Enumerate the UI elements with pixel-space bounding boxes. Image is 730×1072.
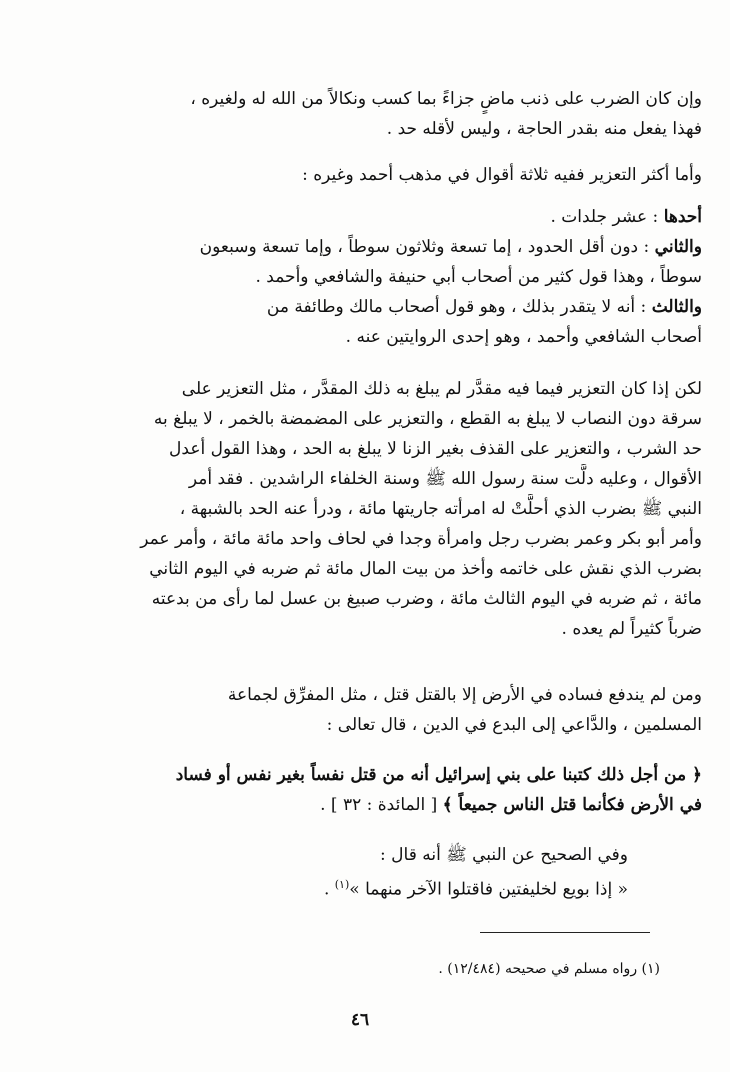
opinion-2-text-1: : دون أقل الحدود ، إما تسعة وثلاثون سوطاً ، وإما تسعة وسبعون — [199, 237, 650, 257]
opinion-2-line-2: سوطاً ، وهذا قول كثير من أصحاب أبي حنيفة والشافعي وأحمد . — [255, 267, 702, 287]
footnote-divider — [480, 932, 650, 933]
footnote-marker: (١) — [334, 878, 350, 891]
opinion-2-line-1 — [82, 232, 702, 262]
paragraph-3-line-3: حد الشرب ، والتعزير على القذف بغير الزنا لا يبلغ به الحد ، وهذا القول أعدل — [169, 439, 702, 459]
paragraph-3-line-2: سرقة دون النصاب لا يبلغ به القطع ، والتعزير على المضمضة بالخمر ، لا يبلغ به — [153, 409, 702, 429]
hadith-tail: . — [323, 879, 335, 900]
paragraph-3-line-5: النبي ﷺ بضرب الذي أحلَّتْ له امرأته جاريتها مائة ، ودرأ عنه الحد بالشبهة ، — [179, 499, 702, 519]
paragraph-3-line-6: وأمر أبو بكر وعمر بضرب رجل وامرأة وجدا في لحاف واحد مائة مائة ، وأمر عمر — [140, 529, 702, 549]
opinion-3-label: والثالث — [651, 297, 702, 317]
hadith-block — [82, 840, 702, 900]
paragraph-3-line-1: لكن إذا كان التعزير فيما فيه مقدَّر لم يبلغ به ذلك المقدَّر ، مثل التعزير على — [181, 379, 702, 399]
hadith-text: « إذا بويع لخليفتين فاقتلوا الآخر منهما » — [349, 879, 628, 900]
paragraph-4-line-1: ومن لم يندفع فساده في الأرض إلا بالقتل قتل ، مثل المفرِّق لجماعة — [227, 685, 702, 705]
hadith-text-line — [82, 870, 702, 900]
paragraph-1-line-2: فهذا يفعل منه بقدر الحاجة ، وليس لأقله حد . — [386, 119, 702, 139]
quran-verse-line-2 — [82, 790, 702, 820]
quran-verse-text-2: في الأرض فكأنما قتل الناس جميعاً ﴾ — [442, 795, 702, 815]
footnote: (١) رواه مسلم في صحيحه (١٢/٤٨٤) . — [438, 961, 660, 977]
quran-reference: [ المائدة : ٣٢ ] . — [320, 795, 438, 815]
paragraph-3-line-4: الأقوال ، وعليه دلَّت سنة رسول الله ﷺ وسنة الخلفاء الراشدين . فقد أمر — [188, 469, 702, 489]
opinion-1 — [82, 202, 702, 232]
opinion-1-label: أحدها — [663, 207, 702, 227]
paragraph-3-line-9: ضرباً كثيراً لم يعده . — [561, 619, 702, 639]
paragraph-1-line-1: وإن كان الضرب على ذنب ماضٍ جزاءً بما كسب ونكالاً من الله له ولغيره ، — [190, 89, 702, 109]
paragraph-4-line-2: المسلمين ، والدَّاعي إلى البدع في الدين ، قال تعالى : — [326, 715, 702, 735]
paragraph-3 — [82, 374, 702, 644]
paragraph-4 — [82, 680, 702, 740]
quran-verse-line-1: ﴿ من أجل ذلك كتبنا على بني إسرائيل أنه من قتل نفساً بغير نفس أو فساد — [175, 765, 702, 785]
opinions-list — [82, 202, 702, 352]
quran-verse — [82, 760, 702, 820]
opinion-3-text-1: : أنه لا يتقدر بذلك ، وهو قول أصحاب مالك وطائفة من — [266, 297, 647, 317]
opinion-3-line-1 — [82, 292, 702, 322]
paragraph-1 — [82, 84, 702, 144]
opinion-3-line-2: أصحاب الشافعي وأحمد ، وهو إحدى الروايتين عنه . — [345, 327, 702, 347]
paragraph-2 — [82, 160, 702, 190]
paragraph-3-line-8: مائة ، ثم ضربه في اليوم الثالث مائة ، وضرب صبيغ بن عسل لما رأى من بدعته — [151, 589, 702, 609]
hadith-intro: وفي الصحيح عن النبي ﷺ أنه قال : — [380, 845, 628, 865]
opinion-2-label: والثاني — [654, 237, 702, 257]
paragraph-2-line-1: وأما أكثر التعزير ففيه ثلاثة أقوال في مذهب أحمد وغيره : — [302, 165, 702, 185]
opinion-1-text: : عشر جلدات . — [550, 207, 659, 227]
paragraph-3-line-7: بضرب الذي نقش على خاتمه وأخذ من بيت المال مائة ثم ضربه في اليوم الثاني — [149, 559, 702, 579]
page-number: ٤٦ — [350, 1010, 370, 1030]
